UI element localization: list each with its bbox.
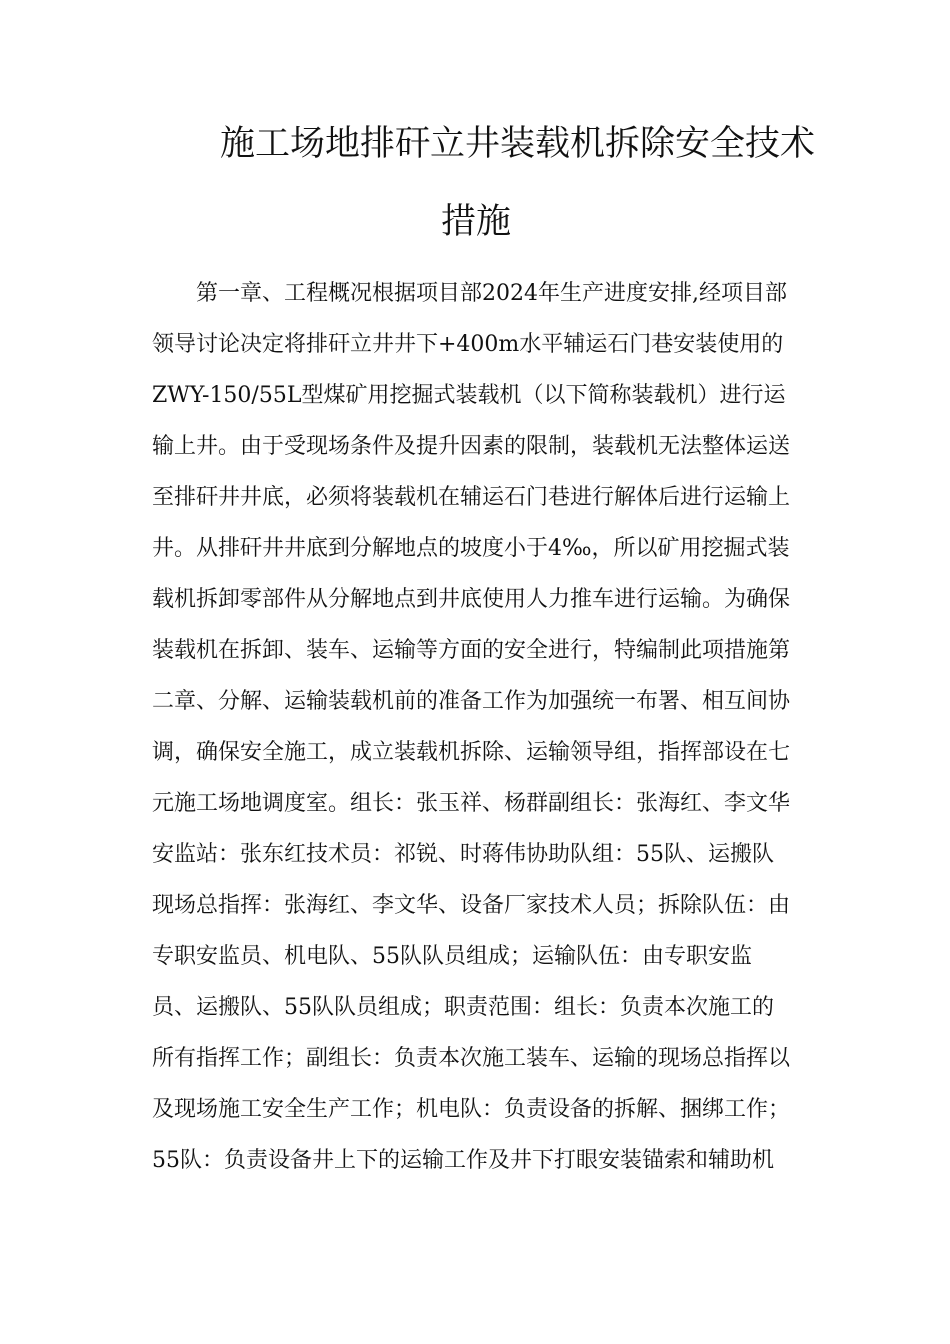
body-line-9: 二章、分解、运输装载机前的准备工作为加强统一布署、相互间协	[152, 689, 791, 714]
body-line-11: 元施工场地调度室。组长：张玉祥、杨群副组长：张海红、李文华	[152, 791, 791, 816]
body-line-17: 及现场施工安全生产工作；机电队：负责设备的拆解、捆绑工作；	[152, 1097, 791, 1122]
body-line-14: 专职安监员、机电队、55队队员组成；运输队伍：由专职安监	[152, 944, 752, 969]
body-line-1: 第一章、工程概况根据项目部2024年生产进度安排,经项目部	[196, 281, 787, 306]
document-title-line-1: 施工场地排矸立井装载机拆除安全技术	[220, 124, 816, 164]
body-line-18: 55队：负责设备井上下的运输工作及井下打眼安装锚索和辅助机	[152, 1148, 774, 1173]
body-line-7: 载机拆卸零部件从分解地点到井底使用人力推车进行运输。为确保	[152, 587, 791, 612]
body-line-12: 安监站：张东红技术员：祁锐、时蒋伟协助队组：55队、运搬队	[152, 842, 774, 867]
body-line-13: 现场总指挥：张海红、李文华、设备厂家技术人员；拆除队伍：由	[152, 893, 791, 918]
body-line-8: 装载机在拆卸、装车、运输等方面的安全进行，特编制此项措施第	[152, 638, 791, 663]
body-line-15: 员、运搬队、55队队员组成；职责范围：组长：负责本次施工的	[152, 995, 774, 1020]
body-line-5: 至排矸井井底，必须将装载机在辅运石门巷进行解体后进行运输上	[152, 485, 791, 510]
body-line-6: 井。从排矸井井底到分解地点的坡度小于4‰，所以矿用挖掘式装	[152, 536, 790, 561]
document-title-line-2: 措施	[441, 202, 512, 242]
body-line-10: 调，确保安全施工，成立装载机拆除、运输领导组，指挥部设在七	[152, 740, 791, 765]
body-line-4: 输上井。由于受现场条件及提升因素的限制，装载机无法整体运送	[152, 434, 791, 459]
body-line-2: 领导讨论决定将排矸立井井下+400m水平辅运石门巷安装使用的	[152, 332, 784, 357]
body-line-3: ZWY-150/55L型煤矿用挖掘式装载机（以下简称装载机）进行运	[152, 383, 786, 408]
body-line-16: 所有指挥工作；副组长：负责本次施工装车、运输的现场总指挥以	[152, 1046, 791, 1071]
